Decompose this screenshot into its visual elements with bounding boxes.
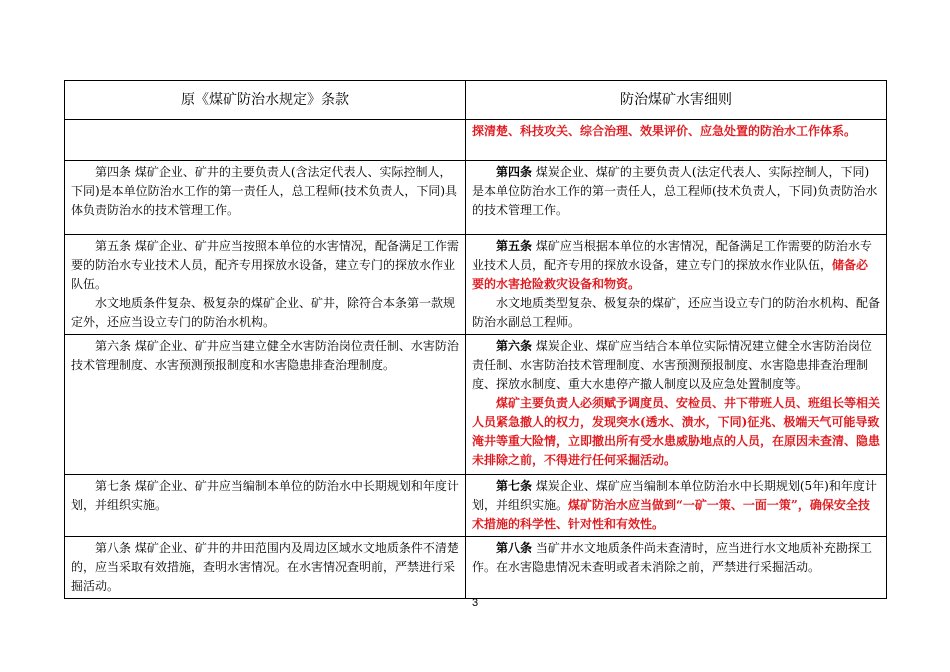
row2-right — [466, 235, 887, 335]
article7-red-text: 煤矿防治水应当做到“一矿一策、一面一策”，确保安全技术措施的科学性、针对性和有效性。 — [472, 498, 870, 531]
header-original-provisions: 原《煤矿防治水规定》条款 — [65, 81, 466, 120]
header-detailed-rules: 防治煤矿水害细则 — [466, 81, 887, 120]
article5-red-text: 储备必要的水害抢险救灾设备和物资。 — [472, 258, 869, 291]
row5-left — [65, 537, 466, 599]
page-number: 3 — [471, 597, 479, 609]
comparison-table — [64, 80, 887, 599]
table-header-row — [65, 81, 887, 120]
article5-label: 第五条 — [496, 239, 533, 253]
row1-right — [466, 161, 887, 235]
article8-original-text: 第八条 煤矿企业、矿井的井田范围内及周边区域水文地质条件不清楚的，应当采取有效措施，查明水害情况。在水害情况查明前，严禁进行采掘活动。 — [71, 541, 459, 593]
row2-left — [65, 235, 466, 335]
table-row — [65, 537, 887, 599]
article4-label: 第四条 — [496, 165, 533, 179]
article4-new-text: 煤炭企业、煤矿的主要负责人(法定代表人、实际控制人，下同)是本单位防治水工作的第一责任人，总工程师(技术负责人，下同)负责防治水的技术管理工作。 — [472, 165, 878, 217]
article7-new-text: 煤炭企业、煤矿应当编制本单位防治水中长期规划(5年)和年度计划，并组织实施。 — [472, 479, 877, 512]
row0-right-red-text: 探清楚、科技攻关、综合治理、效果评价、应急处置的防治水工作体系。 — [472, 124, 857, 138]
row1-left — [65, 161, 466, 235]
table-row — [65, 235, 887, 335]
article7-label: 第七条 — [496, 479, 533, 493]
table-row — [65, 161, 887, 235]
row0-right — [466, 120, 887, 161]
article6-red-text: 煤矿主要负责人必须赋予调度员、安检员、井下带班人员、班组长等相关人员紧急撤人的权力，发现突水(透水、溃水，下同)征兆、极端天气可能导致淹井等重大险情，立即撤出所有受水患威胁地点的人员，在原因未查清、隐患未排除之前，不得进行任何采掘活动。 — [472, 396, 881, 467]
table-row — [65, 120, 887, 161]
row0-left-empty — [65, 120, 466, 161]
row4-left — [65, 475, 466, 537]
article4-original-text: 第四条 煤矿企业、矿井的主要负责人(含法定代表人、实际控制人，下同)是本单位防治水工作的第一责任人，总工程师(技术负责人，下同)具体负责防治水的技术管理工作。 — [71, 165, 458, 217]
article8-label: 第八条 — [496, 541, 533, 555]
article6-original-text: 第六条 煤矿企业、矿井应当建立健全水害防治岗位责任制、水害防治技术管理制度、水害预测预报制度和水害隐患排查治理制度。 — [71, 339, 459, 372]
table-row — [65, 475, 887, 537]
article5-original-text: 第五条 煤矿企业、矿井应当按照本单位的水害情况，配备满足工作需要的防治水专业技术人员，配齐专用探放水设备，建立专门的探放水作业队伍。 — [71, 239, 459, 291]
article5-new-text: 煤矿应当根据本单位的水害情况，配备满足工作需要的防治水专业技术人员，配齐专用的探放水设备，建立专门的探放水作业队伍， — [472, 239, 872, 272]
article5-original-text-p2: 水文地质条件复杂、极复杂的煤矿企业、矿井，除符合本条第一款规定外，还应当设立专门的防治水机构。 — [71, 296, 456, 329]
article8-new-text: 当矿井水文地质条件尚未查清时，应当进行水文地质补充勘探工作。在水害隐患情况未查明或者未消除之前，严禁进行采掘活动。 — [472, 541, 872, 574]
article6-label: 第六条 — [496, 339, 533, 353]
row3-right — [466, 335, 887, 475]
article5-new-text-p2: 水文地质类型复杂、极复杂的煤矿，还应当设立专门的防治水机构、配备防治水副总工程师。 — [472, 296, 881, 329]
row3-left — [65, 335, 466, 475]
article7-original-text: 第七条 煤矿企业、矿井应当编制本单位的防治水中长期规划和年度计划，并组织实施。 — [71, 479, 459, 512]
row4-right — [466, 475, 887, 537]
article6-new-text: 煤炭企业、煤矿应当结合本单位实际情况建立健全水害防治岗位责任制、水害防治技术管理制度、水害预测预报制度、水害隐患排查治理制度、探放水制度、重大水患停产撤人制度以及应急处置制度等。 — [472, 339, 872, 391]
row5-right — [466, 537, 887, 599]
table-row — [65, 335, 887, 475]
